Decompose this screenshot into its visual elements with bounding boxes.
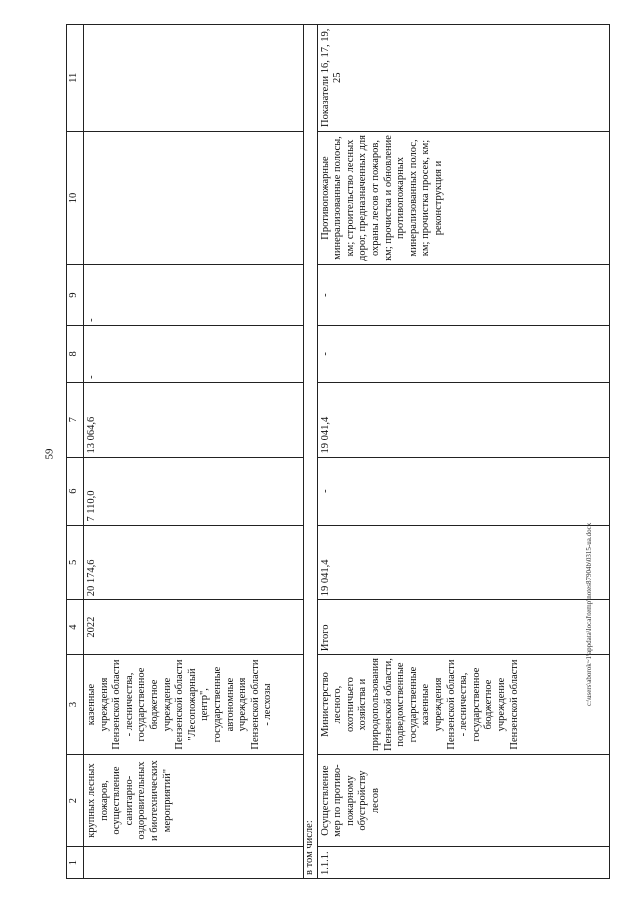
cell-number — [84, 847, 304, 879]
cell-indicator: Противопожарные минерализованные полосы, км; строительство лесных дорог, предназначенных для охраны лесов от пожаров, км; прочистка и обновление противопожарных минерализованных полос, км; прочистка просек, км; реконструкция и — [317, 131, 609, 265]
file-path-footer: c:\users\aborok~1\appdata\local\temp\notes87904b\0315-ua.docx — [585, 522, 593, 706]
cell-regional: 13 064,6 — [84, 382, 304, 457]
cell-number: 1.1.1. — [317, 847, 609, 879]
header-cell: 11 — [67, 25, 84, 132]
header-cell: 8 — [67, 325, 84, 382]
cell-executor: казенные учреждения Пензенской области - лесничества, государственное бюджетное учреждение Пензенской области "Лесопожарный центр", государственные автономные учреждения Пензенской области - лесхозы — [84, 655, 304, 755]
cell-local: - — [317, 325, 609, 382]
header-cell: 3 — [67, 655, 84, 755]
header-cell: 9 — [67, 265, 84, 325]
cell-year: 2022 — [84, 600, 304, 655]
cell-executor: Министерство лесного, охотничьего хозяйства и природопользования Пензенской области, подведомственные государственные казенные учреждения Пензенской области - лесничества, государственное бюджетное учреждение Пензенской области — [317, 655, 609, 755]
header-cell: 2 — [67, 754, 84, 846]
cell-indicator — [84, 131, 304, 265]
header-cell: 4 — [67, 600, 84, 655]
cell-link — [84, 25, 304, 132]
cell-other: - — [84, 265, 304, 325]
cell-year: Итого — [317, 600, 609, 655]
cell-link: Показатели 16, 17, 19, 25 — [317, 25, 609, 132]
cell-total: 19 041,4 — [317, 525, 609, 600]
cell-federal: - — [317, 457, 609, 525]
table-row — [317, 25, 609, 879]
header-cell: 1 — [67, 847, 84, 879]
header-row — [67, 25, 84, 879]
header-cell: 7 — [67, 382, 84, 457]
cell-other: - — [317, 265, 609, 325]
subheading-row — [304, 25, 318, 879]
header-cell: 10 — [67, 131, 84, 265]
rotated-table-sheet — [66, 24, 610, 879]
header-cell: 5 — [67, 525, 84, 600]
cell-measure: крупных лесных пожаров, осуществление санитарно-оздоровительных и биотехнических мероприятий" — [84, 754, 304, 846]
program-table — [66, 24, 610, 879]
cell-measure: Осуществление мер по противо-пожарному обустройству лесов — [317, 754, 609, 846]
table-row — [84, 25, 304, 879]
cell-local: - — [84, 325, 304, 382]
cell-regional: 19 041,4 — [317, 382, 609, 457]
header-cell: 6 — [67, 457, 84, 525]
subheading-label: в том числе: — [304, 25, 318, 879]
page-number: 59 — [43, 448, 56, 460]
cell-federal: 7 110,0 — [84, 457, 304, 525]
cell-total: 20 174,6 — [84, 525, 304, 600]
